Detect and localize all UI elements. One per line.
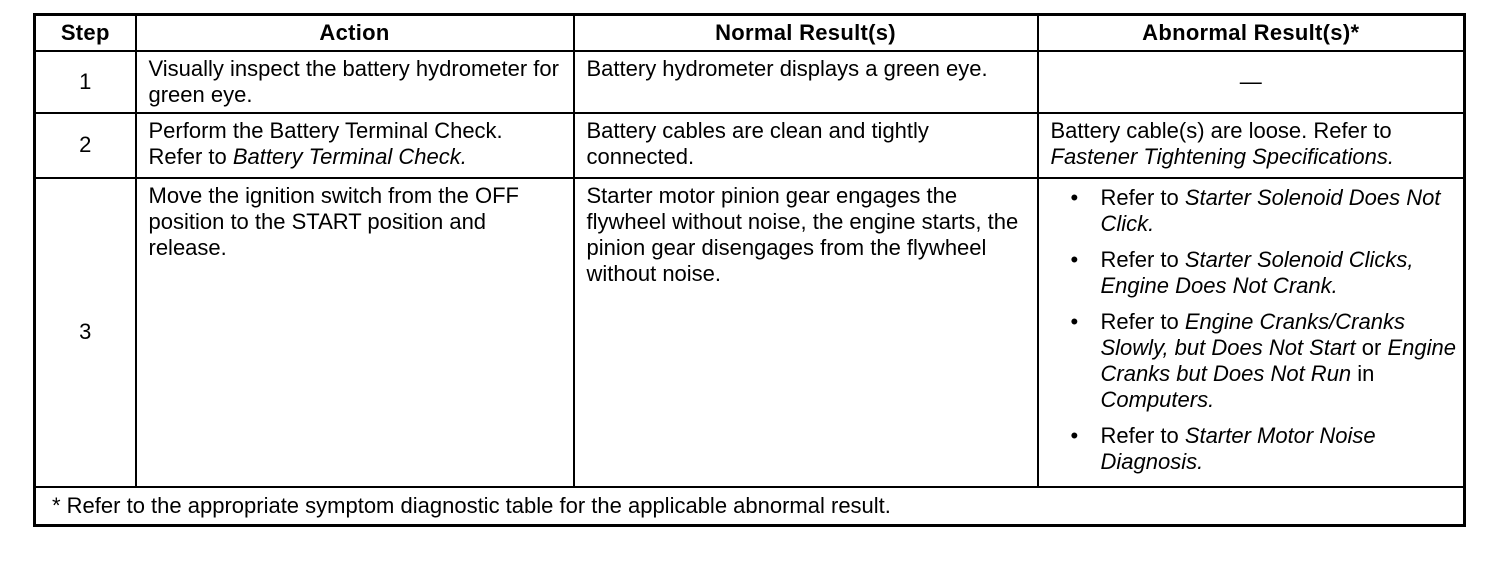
action-plain-text: Perform the Battery Terminal Check. Refer to [148,118,503,170]
reference-computers: Computers. [1100,386,1215,412]
action-cell [136,113,574,177]
reference-solenoid-clicks: Starter Solenoid Clicks, Engine Does Not Crank. [1100,246,1414,298]
header-abnormal-results: Abnormal Result(s)* [1038,15,1465,52]
header-normal-results: Normal Result(s) [574,15,1038,52]
reference-starter-motor-noise: Starter Motor Noise Diagnosis. [1100,422,1376,474]
action-cell [136,51,574,113]
normal-result-cell [574,178,1038,487]
abnormal-result-cell: — [1038,51,1465,113]
footnote-row [35,487,1465,526]
list-item: • Refer to Starter Motor Noise Diagnosis. [1071,423,1464,475]
abnormal-result-list [1039,185,1464,475]
footnote: * Refer to the appropriate symptom diagnostic table for the applicable abnormal result. [35,487,1465,526]
header-step: Step [35,15,136,52]
reference-solenoid-does-not-click: Starter Solenoid Does Not Click. [1100,184,1441,236]
header-action: Action [136,15,574,52]
list-item: • Refer to Starter Solenoid Does Not Click. [1071,185,1464,237]
action-text: Visually inspect the battery hydrometer for green eye. [148,56,559,107]
abnormal-result-cell [1038,113,1465,177]
reference-fastener-specs: Fastener Tightening Specifications. [1050,144,1394,170]
step-number: 2 [35,113,136,177]
header-row [35,15,1465,52]
table-row [35,51,1465,113]
list-item: • Refer to Starter Solenoid Clicks, Engine Does Not Crank. [1071,247,1464,299]
abnormal-result-text [1039,114,1464,174]
normal-result-cell [574,51,1038,113]
step-number: 3 [35,178,136,487]
normal-result-text: Battery cables are clean and tightly connected. [586,118,929,170]
table-row [35,113,1465,177]
reference-engine-cranks-not-run: Engine Cranks but Does Not Run [1100,334,1456,386]
abnormal-result-cell [1038,178,1465,487]
action-cell [136,178,574,487]
diagnostic-table [33,13,1466,527]
action-text [137,114,573,174]
reference-link-battery-terminal-check: Battery Terminal Check. [232,144,467,170]
reference-engine-cranks-slowly: Engine Cranks/Cranks Slowly, but Does Not Start [1100,308,1405,360]
normal-result-text: Battery hydrometer displays a green eye. [586,56,988,81]
step-number: 1 [35,51,136,113]
abnormal-plain-text: Battery cable(s) are loose. Refer to [1050,118,1392,144]
list-item: • Refer to Engine Cranks/Cranks Slowly, but Does Not Start or Engine Cranks but Does Not Run in Computers. [1071,309,1464,413]
normal-result-text: Starter motor pinion gear engages the flywheel without noise, the engine starts, the pinion gear disengages from the flywheel without noise. [586,182,1019,286]
normal-result-cell [574,113,1038,177]
table-row [35,178,1465,487]
action-text: Move the ignition switch from the OFF position to the START position and release. [148,182,519,260]
